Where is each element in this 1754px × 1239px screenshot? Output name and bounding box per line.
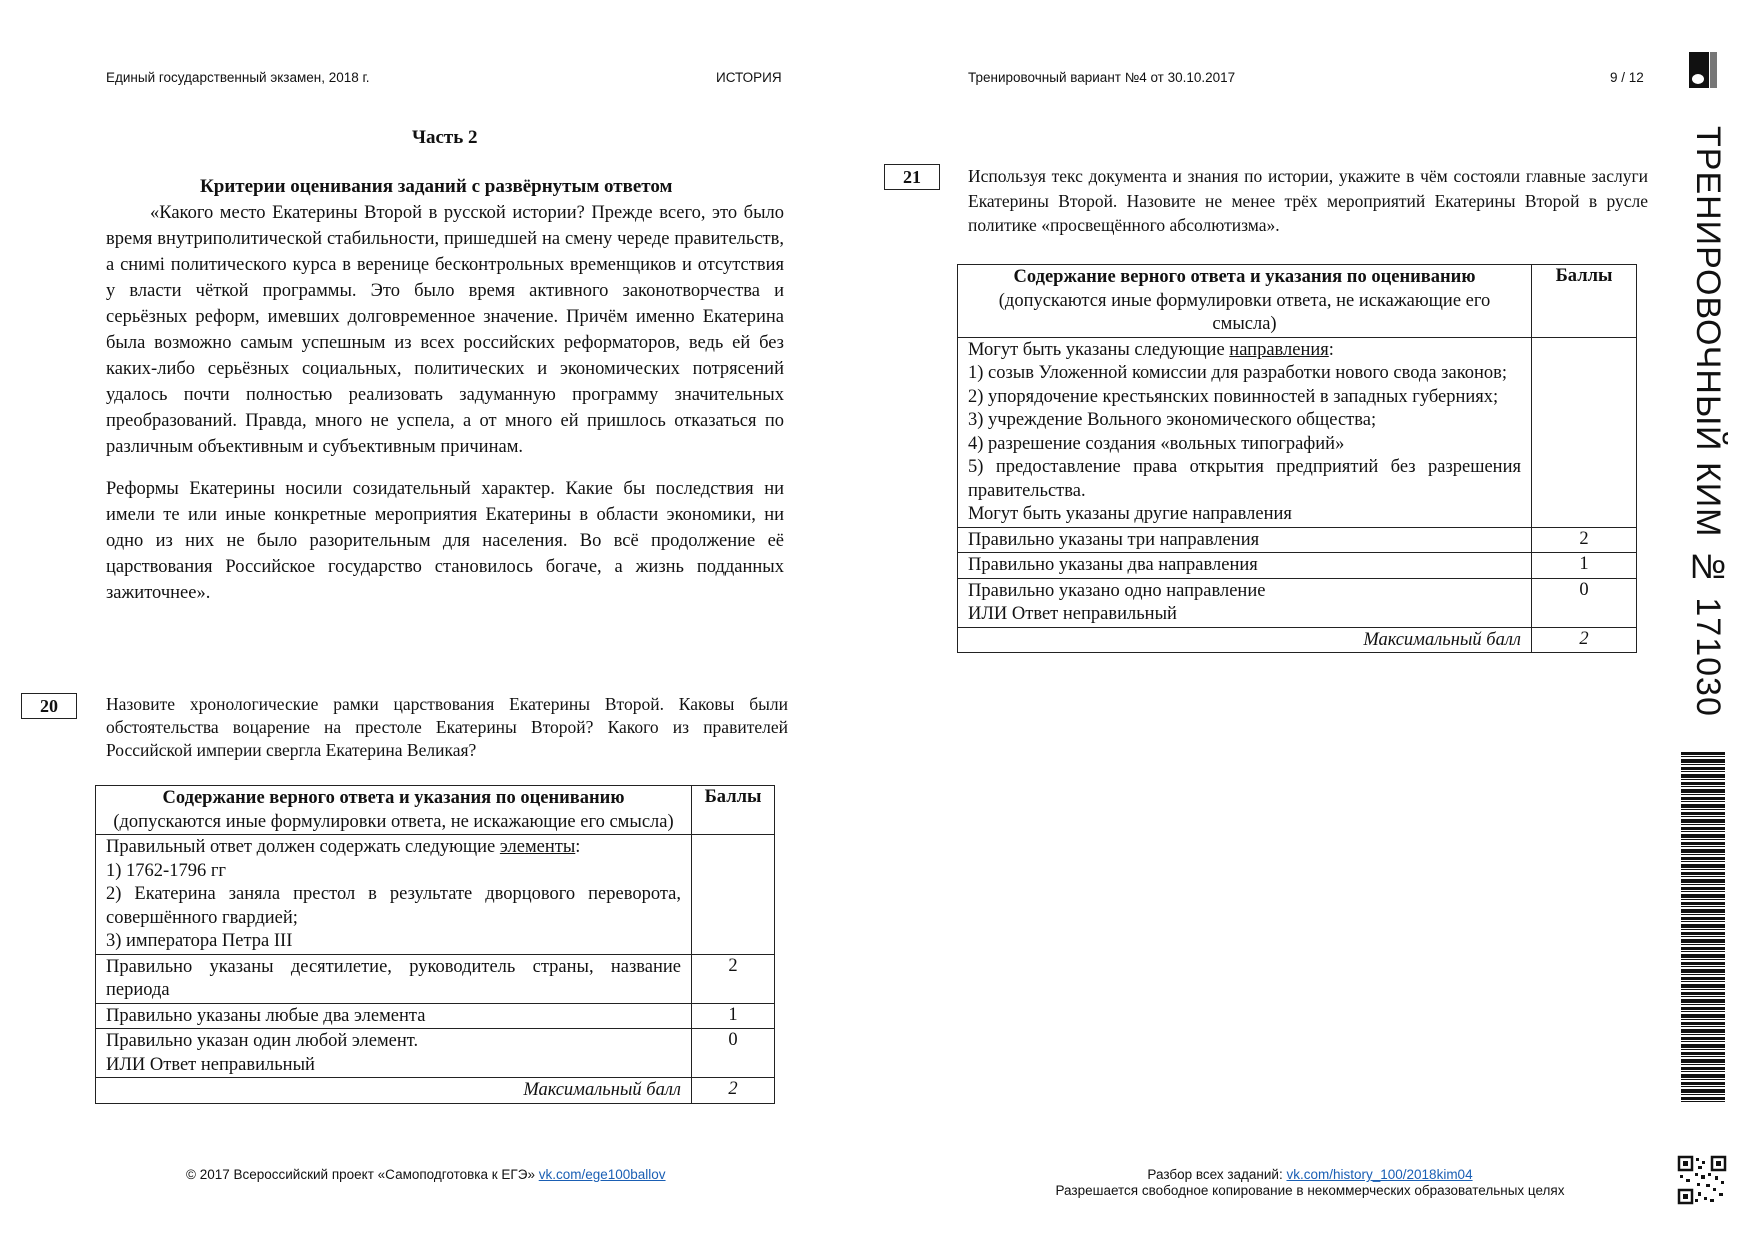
score-criterion-alt: ИЛИ Ответ неправильный xyxy=(106,1054,315,1075)
criteria-title: Критерии оценивания заданий с развёрнутым ответом xyxy=(200,176,673,197)
table-header-title: Содержание верного ответа и указания по оцениванию xyxy=(162,788,625,808)
table-row xyxy=(96,1029,775,1078)
footer-right-link[interactable]: vk.com/history_100/2018kim04 xyxy=(1286,1167,1473,1182)
score-criterion: Правильно указан один любой элемент. xyxy=(106,1031,419,1051)
answer-intro-underlined: элементы xyxy=(499,837,576,857)
qr-code-icon xyxy=(1677,1155,1727,1205)
table-row xyxy=(96,1003,775,1029)
score-value: 0 xyxy=(1532,578,1637,627)
task-20-criteria-table xyxy=(95,785,775,1104)
score-criterion-alt: ИЛИ Ответ неправильный xyxy=(968,604,1177,624)
answer-item: 3) учреждение Вольного экономического общества; xyxy=(968,410,1377,430)
footer-copyright: © 2017 Всероссийский проект «Самоподготовка к ЕГЭ» xyxy=(186,1167,539,1182)
table-header-points: Баллы xyxy=(1532,265,1637,338)
header-page-number: 9 / 12 xyxy=(1610,70,1644,85)
answer-item: 5) предоставление права открытия предприятий без разрешения правительства. xyxy=(968,457,1521,501)
table-max-row xyxy=(96,1078,775,1104)
quote-paragraph-2: Реформы Екатерины носили созидательный характер. Какие бы последствия ни имели те или иные конкретные мероприятия Екатерины в области экономики, ни одно из них не было разорительным для населения. Во всё продолжение её царствования Российское государство становилось богаче, а жизнь подданных зажиточнее». xyxy=(106,479,784,603)
vertical-kim-label: ТРЕНИРОВОЧНЫЙ КИМ № 171030 xyxy=(1689,126,1727,717)
answer-item: 2) упорядочение крестьянских повинностей в западных губерниях; xyxy=(968,386,1499,407)
header-exam-title: Единый государственный экзамен, 2018 г. xyxy=(106,70,370,85)
footer-license: Разрешается свободное копирование в некоммерческих образовательных целях xyxy=(1055,1183,1565,1198)
footer-left-link[interactable]: vk.com/ege100ballov xyxy=(538,1167,666,1182)
table-max-row xyxy=(958,627,1637,653)
footer-analysis-label: Разбор всех заданий: xyxy=(1147,1167,1287,1182)
answer-item: 2) Екатерина заняла престол в результате дворцового переворота, совершённого гвардией; xyxy=(106,884,681,928)
header-variant: Тренировочный вариант №4 от 30.10.2017 xyxy=(968,70,1236,85)
task-21-question: Используя текс документа и знания по истории, укажите в чём состояли главные заслуги Екатерины Второй. Назовите не менее трёх мероприятий Екатерины Второй в русле политике «просвещённого абсолютизма». xyxy=(968,166,1648,235)
max-score-value: 2 xyxy=(1532,627,1637,653)
score-criterion: Правильно указаны два направления xyxy=(958,553,1532,579)
table-row xyxy=(96,954,775,1003)
task-21-criteria-table xyxy=(957,264,1637,653)
answer-intro-underlined: направления xyxy=(1229,339,1329,360)
source-quote xyxy=(106,200,784,606)
table-header-note: (допускаются иные формулировки ответа, не искажающие его смысла) xyxy=(113,811,674,832)
score-criterion: Правильно указаны три направления xyxy=(958,527,1532,553)
answer-item: 1) созыв Уложенной комиссии для разработки нового свода законов; xyxy=(968,363,1508,383)
score-value: 1 xyxy=(692,1003,775,1029)
answer-outro: Могут быть указаны другие направления xyxy=(968,504,1292,524)
score-criterion: Правильно указаны любые два элемента xyxy=(96,1003,692,1029)
max-score-value: 2 xyxy=(692,1078,775,1104)
table-row xyxy=(958,527,1637,553)
part-title: Часть 2 xyxy=(412,127,478,148)
answer-intro-end: : xyxy=(575,837,581,857)
barcode-icon xyxy=(1681,752,1725,1102)
logo-mark-icon xyxy=(1689,52,1717,88)
task-20-question: Назовите хронологические рамки царствования Екатерины Второй. Каковы были обстоятельства воцарение на престоле Екатерины Второй? Какого из правителей Российской империи свергла Екатерина Великая? xyxy=(106,694,788,760)
score-criterion: Правильно указано одно направление xyxy=(968,580,1266,601)
table-answer-row xyxy=(96,835,775,955)
score-value: 0 xyxy=(692,1029,775,1078)
max-score-label: Максимальный балл xyxy=(958,627,1532,653)
answer-item: 3) императора Петра III xyxy=(106,931,293,951)
table-row xyxy=(958,578,1637,627)
table-answer-row xyxy=(958,337,1637,527)
footer-left xyxy=(186,1167,666,1182)
answer-intro-end: : xyxy=(1328,339,1334,360)
table-header-note: (допускаются иные формулировки ответа, не искажающие его смысла) xyxy=(998,290,1491,334)
score-criterion: Правильно указаны десятилетие, руководитель страны, название периода xyxy=(96,954,692,1003)
max-score-label: Максимальный балл xyxy=(96,1078,692,1104)
header-subject: ИСТОРИЯ xyxy=(716,70,782,85)
answer-item: 4) разрешение создания «вольных типографий» xyxy=(968,433,1345,454)
table-row xyxy=(958,553,1637,579)
table-header-title: Содержание верного ответа и указания по оцениванию xyxy=(1013,267,1476,287)
table-header-row xyxy=(958,265,1637,338)
score-value: 2 xyxy=(692,954,775,1003)
footer-right xyxy=(1020,1167,1600,1199)
quote-paragraph-1: «Какого место Екатерины Второй в русской истории? Прежде всего, это было время внутриполитической стабильности, пришедшей на смену череде правительств, а снимi политического курса в веренице бесконтрольных временщиков и отсутствия у власти чёткой программы. Это было время активного законотворчества и серьёзных реформ, имевших долговременное значение. Причём именно Екатерина была возможно самым успешным из всех российских реформаторов, ведь ей без каких-либо серьёзных социальных, политических и экономических потрясений удалось почти полностью реализовать задуманную программу значительных преобразований. Правда, много не успела, а от много ей пришлось отказаться по различным объективным и субъективным причинам. xyxy=(106,203,784,457)
answer-intro: Могут быть указаны следующие xyxy=(968,339,1230,360)
answer-item: 1) 1762-1796 гг xyxy=(106,860,226,881)
task-number-21: 21 xyxy=(884,164,940,190)
table-header-row xyxy=(96,786,775,835)
score-value: 2 xyxy=(1532,527,1637,553)
table-header-points: Баллы xyxy=(692,786,775,835)
task-number-20: 20 xyxy=(21,693,77,719)
answer-intro: Правильный ответ должен содержать следующие xyxy=(106,837,500,857)
score-value: 1 xyxy=(1532,553,1637,579)
